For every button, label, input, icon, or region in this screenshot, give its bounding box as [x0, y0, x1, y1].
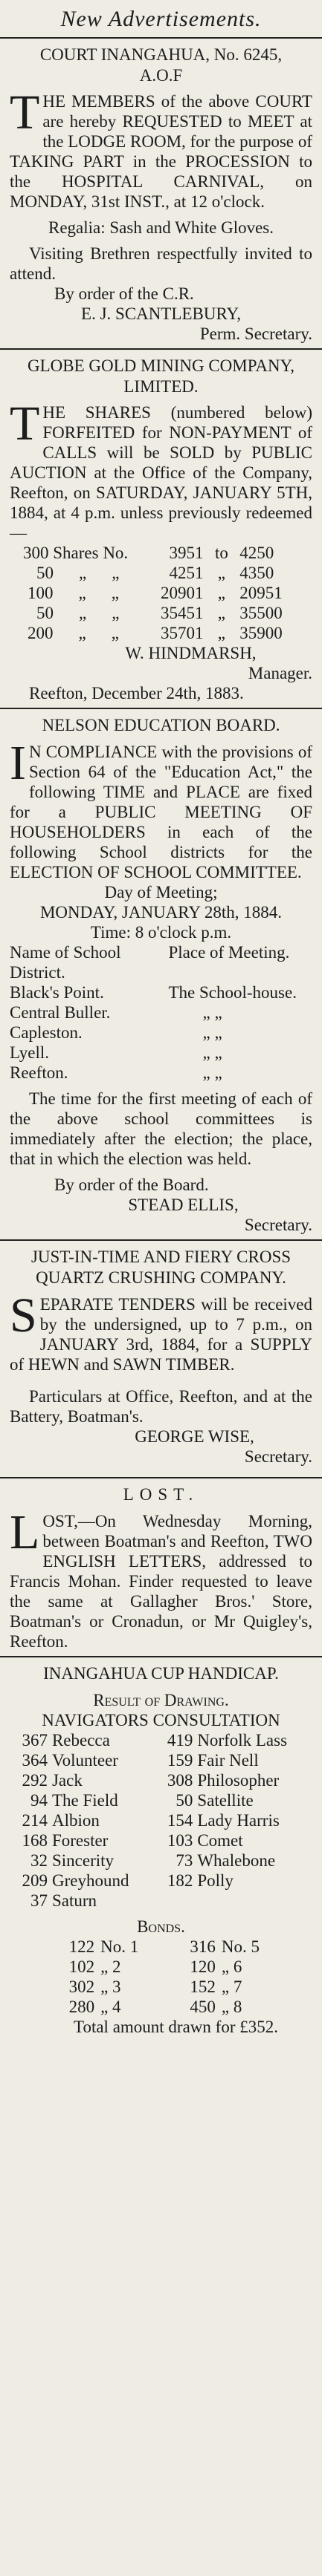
table-row: 209 Greyhound 182 Polly	[22, 1871, 234, 1890]
table-row: 100 „ „ 20901 „ 20951	[28, 584, 283, 602]
ad1-order: By order of the C.R.	[54, 284, 194, 303]
ad5-body: LOST,—On Wednesday Morning, between Boatman's and Reefton, TWO ENGLISH LETTERS, addressed to Francis Mohan. Finder requested to leave the same at Gallagher Bros.' Store, Boatman's or Cronadun, or Mr Quigley's, Reefton.	[10, 1505, 312, 1651]
table-row: Central Buller. „ „	[10, 1003, 222, 1022]
ad6-title: INANGAHUA CUP HANDICAP.	[43, 1664, 279, 1683]
ad6-section: NAVIGATORS CONSULTATION	[42, 1711, 280, 1729]
ad-lost	[0, 1478, 322, 1657]
ad3-day: MONDAY, JANUARY 28th, 1884.	[39, 903, 283, 922]
ad3-time: Time: 8 o'clock p.m.	[90, 923, 232, 942]
table-row: 214 Albion 154 Lady Harris	[22, 1811, 280, 1830]
ad3-note: The time for the first meeting of each of the above school committees is immediately after the election; the place, that in which the election was held.	[10, 1089, 312, 1168]
ad1-visiting: Visiting Brethren respectfully invited to attend.	[10, 244, 312, 283]
ad6-bonds-table	[10, 1937, 312, 2017]
ad-court-inangahua	[0, 39, 322, 350]
ad6-draw-table	[10, 1730, 312, 1911]
table-row: 102 „ 2 120 „ 6	[68, 1957, 242, 1976]
table-row: 302 „ 3 152 „ 7	[68, 1977, 242, 1996]
ad3-col-school: Name of School District.	[10, 943, 121, 982]
ad3-signatory: STEAD ELLIS,	[128, 1196, 239, 1214]
table-row	[10, 942, 312, 982]
ad2-role: Manager.	[248, 664, 312, 682]
table-row: 50 „ „ 35451 „ 35500	[36, 604, 283, 622]
table-row: Capleston. „ „	[10, 1023, 222, 1042]
ad2-drop-cap: T	[10, 397, 40, 451]
ad4-title: JUST-IN-TIME AND FIERY CROSS	[30, 1248, 292, 1266]
table-row: 364 Volunteer 159 Fair Nell	[22, 1751, 259, 1770]
ad4-body: SEPARATE TENDERS will be received by the undersigned, up to 7 p.m., on JANUARY 3rd, 1884, for a SUPPLY of HEWN and SAWN TIMBER.	[10, 1288, 312, 1374]
ad4-particulars: Particulars at Office, Reefton, and at the Battery, Boatman's.	[10, 1387, 312, 1426]
ad3-title: NELSON EDUCATION BOARD.	[42, 716, 280, 734]
ad3-day-label: Day of Meeting;	[104, 883, 218, 901]
ad6-bonds-label: Bonds.	[137, 1917, 185, 1936]
table-row: Black's Point. The School-house.	[10, 983, 297, 1002]
ad3-drop-cap: I	[10, 736, 26, 790]
table-row: 280 „ 4 450 „ 8	[68, 1998, 242, 2016]
masthead: New Advertisements.	[0, 0, 322, 39]
ad3-order: By order of the Board.	[54, 1175, 209, 1194]
ad2-title: GLOBE GOLD MINING COMPANY,	[27, 356, 295, 375]
ad1-drop-cap: T	[10, 85, 40, 140]
ad-nelson-education-board	[0, 709, 322, 1241]
ad4-signatory: GEORGE WISE,	[135, 1427, 254, 1446]
ad1-regalia: Regalia: Sash and White Gloves.	[48, 218, 274, 237]
table-row: Reefton. „ „	[10, 1063, 222, 1082]
ad1-signatory: E. J. SCANTLEBURY,	[81, 304, 241, 323]
ad4-role: Secretary.	[244, 1447, 312, 1466]
ad3-schools-table	[10, 942, 312, 1083]
ad1-role: Perm. Secretary.	[199, 325, 312, 343]
table-row: 292 Jack 308 Philosopher	[22, 1771, 280, 1790]
ad5-title: LOST.	[123, 1485, 199, 1504]
ad-quartz-crushing	[0, 1241, 322, 1478]
ad1-title: COURT INANGAHUA, No. 6245,	[39, 45, 283, 64]
ad2-dateline: Reefton, December 24th, 1883.	[29, 684, 244, 702]
ad3-body: I N COMPLIANCE with the provisions of Section 64 of the "Education Act," the following TIME and PLACE are fixed for a PUBLIC MEETING OF HOUSEHOLDERS in each of the following School districts for the ELECTION OF SCHOOL COMMITTEE.	[10, 736, 312, 881]
ad3-col-place: Place of Meeting.	[168, 943, 290, 962]
table-row: 367 Rebecca 419 Norfolk Lass	[22, 1731, 288, 1750]
table-row: 300 Shares No. 3951 to 4250	[23, 544, 274, 562]
ad1-body: THE MEMBERS of the above COURT are hereby REQUESTED to MEET at the LODGE ROOM, for the purpose of TAKING PART in the PROCESSION to the HOSPITAL CARNIVAL, on MONDAY, 31st INST., at 12 o'clock.	[10, 85, 312, 211]
table-row: 32 Sincerity 73 Whalebone	[30, 1851, 276, 1870]
table-row: 168 Forester 103 Comet	[22, 1831, 243, 1850]
ad-globe-gold-mining	[0, 350, 322, 709]
ad2-body: THE SHARES (numbered below) FORFEITED for NON-PAYMENT of CALLS will be SOLD by PUBLIC AUCTION at the Office of the Company, Reefton, on SATURDAY, JANUARY 5TH, 1884, at 4 p.m. unless previously redeemed—	[10, 397, 312, 542]
ad2-shares-table	[10, 543, 312, 643]
ad2-subtitle: LIMITED.	[123, 377, 199, 396]
table-row: 200 „ „ 35701 „ 35900	[28, 624, 283, 642]
ad3-role: Secretary.	[244, 1216, 312, 1234]
ad6-total: Total amount drawn for £352.	[74, 2018, 278, 2036]
table-row: Lyell. „ „	[10, 1043, 222, 1062]
ad4-subtitle: QUARTZ CRUSHING COMPANY.	[36, 1268, 286, 1287]
ad-inangahua-cup	[0, 1657, 322, 2041]
ad6-result: Result of Drawing.	[93, 1691, 229, 1709]
table-row: 122 No. 1 316 No. 5	[68, 1937, 260, 1956]
table-row: 37 Saturn	[30, 1891, 97, 1910]
ad1-subtitle: A.O.F	[139, 66, 183, 85]
table-row: 94 The Field 50 Satellite	[30, 1791, 254, 1810]
ad4-drop-cap: S	[10, 1288, 37, 1343]
ad2-signatory: W. HINDMARSH,	[125, 644, 257, 662]
ad5-drop-cap: L	[10, 1505, 40, 1559]
table-row: 50 „ „ 4251 „ 4350	[36, 564, 274, 582]
